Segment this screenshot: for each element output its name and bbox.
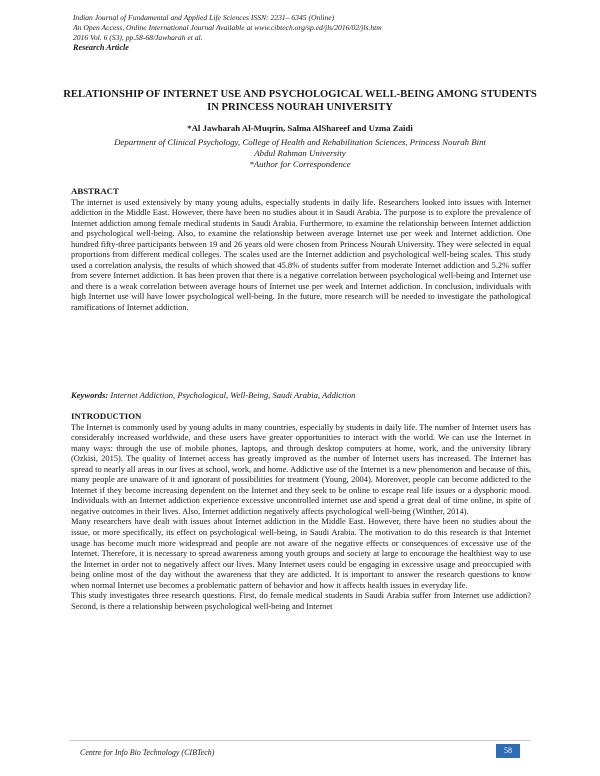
correspondence-note: *Author for Correspondence bbox=[249, 159, 351, 169]
journal-line: Indian Journal of Fundamental and Applied Life Sciences ISSN: 2231– 6345 (Online) bbox=[73, 13, 335, 22]
abstract-heading: ABSTRACT bbox=[71, 186, 119, 196]
keywords-label: Keywords: bbox=[71, 390, 109, 400]
article-type: Research Article bbox=[73, 43, 129, 52]
introduction-section bbox=[71, 411, 531, 611]
publisher-name: Centre for Info Bio Technology (CIBTech) bbox=[80, 748, 215, 757]
affiliation-line-2: Abdul Rahman University bbox=[254, 148, 346, 158]
page-footer bbox=[70, 742, 530, 760]
keywords bbox=[71, 390, 531, 400]
introduction-paragraph-2: Many researchers have dealt with issues about Internet addiction in the Middle East. However, there have been no studies about the issue, or more specifically, its effect on psychological well-being, in Saudi Arabia. The motivation to do this research is that Internet usage has become much more widespread and people are not aware of the negative effects or consequences of excessive use of the Internet. Therefore, it is necessary to spread awareness among youth groups and society at large to encourage the healthiest way to use the Internet in order not to negatively affect our lives. Many Internet users could be engaging in excessive usage and preoccupied with being online most of the day without the awareness that they are addicted. It is important to answer the research questions to know when normal Internet use becomes a problematic pattern of behavior and how it affects health issues in everyday life. bbox=[71, 516, 531, 590]
affiliation bbox=[60, 137, 540, 170]
volume-line: 2016 Vol. 6 (S3), pp.58-68/Jawharah et al. bbox=[73, 33, 203, 42]
footer-divider bbox=[70, 740, 530, 741]
page-number-badge: 58 bbox=[496, 744, 520, 758]
introduction-paragraph-3: This study investigates three research questions. First, do female medical students in Saudi Arabia suffer from Internet use addiction? Second, is there a relationship between psychological well-being and Internet bbox=[71, 590, 531, 611]
access-line: An Open Access, Online International Journal Available at www.cibtech.org/sp.ed/jls/2016/02/jls.htm bbox=[73, 23, 382, 32]
abstract-section bbox=[71, 186, 531, 313]
author-list: *Al Jawharah Al-Muqrin, Salma AlShareef and Uzma Zaidi bbox=[187, 123, 413, 133]
abstract-text: The internet is used extensively by many young adults, especially students in daily life. Researchers looked into issues with Internet addiction in the Middle East. However, there have been no studies about it in Saudi Arabia. The purpose is to explore the prevalence of Internet addiction among female medical students in Saudi Arabia. Furthermore, to examine the relationship between Internet addiction and psychological well-being. Also, to examine the relationship between average Internet use per week and Internet addiction. One hundred fifty-three participants between 19 and 26 years old were chosen from Princess Nourah University. They were selected in equal proportions from different medical colleges. The scales used are the Internet addiction and psychological well-being scales. This study used a correlation analysis, the results of which showed that 45.8% of students suffer from moderate Internet addiction and 5.2% suffer from severe Internet addiction. It has been proven that there is a negative correlation between psychological well-being and Internet use and there is a weak correlation between average hours of Internet use per week and Internet addiction. In conclusion, individuals with high Internet use will have lower psychological well-being. In the future, more research will be needed to investigate the pathological ramifications of Internet addiction. bbox=[71, 196, 531, 313]
keywords-values: Internet Addiction, Psychological, Well-Being, Saudi Arabia, Addiction bbox=[110, 390, 356, 400]
paper-title: RELATIONSHIP OF INTERNET USE AND PSYCHOLOGICAL WELL-BEING AMONG STUDENTS IN PRINCESS NOURAH UNIVERSITY bbox=[63, 89, 537, 113]
introduction-heading: INTRODUCTION bbox=[71, 411, 142, 421]
introduction-paragraph-1: The Internet is commonly used by young adults in many countries, especially by students in daily life. The number of Internet users has considerably increased worldwide, and these users have greater opportunities to interact with the world. We can use the Internet in many ways: through the use of mobile phones, laptops, and through desktop computers at home, work, and the university library (Ozkisi, 2015). The quality of Internet access has greatly improved as the number of Internet users has increased. The Internet has spread to nearly all areas in our lives at school, work, and home. Addictive use of the Internet is a new phenomenon and because of this, many people are unaware of it and ignorant of possibilities for treatment (Young, 2004). Moreover, people can become addicted to the Internet if they become increasing dependent on the Internet and they seek to be online to escape real life issues or a dysphoric mood. Individuals with an Internet addiction experience excessive uncontrolled internet use and spend a great deal of time online, in spite of negative outcomes in their lives. Also, Internet addiction negatively affects psychological well-being (Winther, 2014). bbox=[71, 421, 531, 516]
affiliation-line-1: Department of Clinical Psychology, College of Health and Rehabilitation Sciences, Princess Nourah Bint bbox=[114, 137, 486, 147]
journal-header bbox=[73, 13, 543, 53]
